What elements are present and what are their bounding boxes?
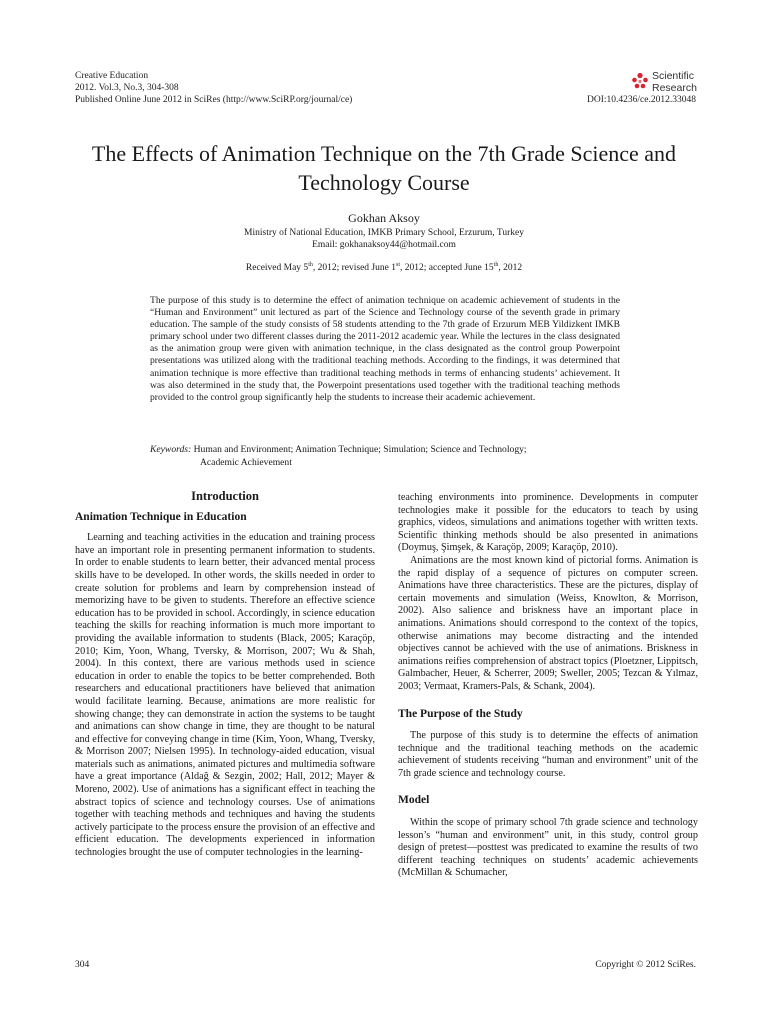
logo-text-line1: Scientific — [652, 70, 695, 82]
accepted-sup: th — [493, 262, 499, 268]
scientific-research-logo — [630, 70, 710, 96]
logo-mark-icon — [630, 72, 650, 92]
keywords — [150, 444, 620, 469]
author-affiliation: Ministry of National Education, IMKB Primary School, Erzurum, Turkey — [244, 228, 524, 238]
abstract: The purpose of this study is to determine the effect of animation technique on academic achievement of students in the “Human and Environment” unit lectured as part of the Science and Technology course of the seventh grade in primary education. The sample of the study consists of 58 students attending to the 7th grade of Erzurum MEB Yildizkent IMKB primary school under two different classes during the 2011-2012 academic year. While the lectures in the class designated as the animation group were given with animation technique, in the class designated as the control group Powerpoint presentations was utilized along with the traditional teaching methods. According to the findings, it was determined that animation technique is more effective than traditional teaching methods in terms of enhancing students’ achievement. It was also determined in the study that, the Powerpoint presentations used together with the traditional teaching methods provided to the control group significantly help the students to increase their academic achievement. — [150, 295, 620, 403]
revised-sup: st — [395, 262, 400, 268]
page-number: 304 — [75, 960, 90, 970]
model-heading: Model — [398, 794, 430, 807]
keywords-label: Keywords: — [150, 444, 192, 455]
left-column — [75, 488, 375, 860]
purpose-heading: The Purpose of the Study — [398, 707, 523, 720]
animations-paragraph: Animations are the most known kind of pictorial forms. Animation is the rapid display of a sequence of pictures on computer screen. Animations have three characteristics. These are the pictures, display of certain movements and simulation (Weiss, Knowlton, & Morrison, 2002). Also salience and briskness have an important place in animations. Animations should correspond to the context of the topics, otherwise animations may become distracting and the intended objectives cannot be achieved with the use of animations. Briskness in animations reifies comprehension of abstract topics (Ploetzner, Lippitsch, Galmbacher, Heuer, & Scherrer, 2009; Sweller, 2005; Tezcan & Yılmaz, 2003; Vermaat, Kramers-Pals, & Schank, 2004). — [398, 554, 698, 692]
received-dates — [60, 262, 708, 273]
logo-text-line2: Research — [652, 82, 697, 94]
journal-volume: 2012. Vol.3, No.3, 304-308 — [75, 83, 179, 93]
paper-title: The Effects of Animation Technique on the 7th Grade Science and Technology Course — [91, 141, 677, 195]
right-column — [398, 492, 698, 880]
model-paragraph: Within the scope of primary school 7th grade science and technology lesson’s “human and environment” unit, in this study, control group design of pretest—posttest was predicated to examine the results of two different teaching techniques on students’ academic achievements (McMillan & Schumacher, — [398, 817, 698, 879]
author-email: Email: gokhanaksoy44@hotmail.com — [312, 240, 456, 250]
intro-paragraph: Learning and teaching activities in the education and training process have an important role in presenting permanent information to students. In order to enable students to learn better, their advanced mental process skills have to be developed. In other words, the skills needed in order to create solution for problems and learn by comprehension instead of memorizing have to be given to students. Therefore an effective science education has to be provided in school. Accordingly, in science education teaching the skills for reaching information is much more important to providing the available information to students (Black, 2005; Karaçöp, 2010; Kim, Yoon, Whang, Tversky, & Morrison, 2007; Wu & Shah, 2004). In this context, there are various methods used in science education in order to enable the topics to be better comprehended. Both researchers and educational practitioners have believed that animation would facilitate learning. Because, animations are more realistic for showing change; they can demonstrate in action the systems to be taught and animations can show change in time, they are thought to be natural and effective for conveying change in time (Kim, Yoon, Whang, Tversky, & Morrison 2007; Nielsen 1995). In technology-aided education, visual materials such as animations, animated pictures and multimedia software have a great importance (Aldağ & Sezgin, 2002; Hall, 2012; Mayer & Moreno, 2002). Use of animations has a significant effect in teaching the abstract topics of science and technology courses. Use of animations together with teaching methods and techniques and having the students actively participate to the process ensure the provision of an effective and efficient education. The developments experienced in information technologies brought the use of computer technologies in the learning- — [75, 532, 375, 859]
revised-text: , 2012; revised June 1 — [312, 263, 396, 274]
received-text: Received May 5 — [245, 263, 309, 274]
keywords-line1: Human and Environment; Animation Technique; Simulation; Science and Technology; — [193, 444, 527, 455]
purpose-paragraph: The purpose of this study is to determine the effects of animation technique and the traditional teaching methods on the academic achievement of students receiving “human and environment” unit of the 7th grade science and technology course. — [398, 730, 698, 779]
accepted-text: , 2012; accepted June 15 — [400, 263, 494, 274]
continued-paragraph: teaching environments into prominence. Developments in computer technologies make it possible for the educators to teach by using graphics, videos, simulations and animations together with written texts. Scientific thinking methods should be also presented in animations (Doymuş, Şimşek, & Karaçöp, 2009; Karaçöp, 2010). — [398, 492, 698, 554]
doi: DOI:10.4236/ce.2012.33048 — [587, 95, 696, 105]
animation-technique-heading: Animation Technique in Education — [75, 510, 247, 523]
copyright: Copyright © 2012 SciRes. — [595, 960, 696, 970]
introduction-heading: Introduction — [191, 489, 259, 503]
journal-published: Published Online June 2012 in SciRes (http://www.SciRP.org/journal/ce) — [75, 95, 353, 105]
keywords-line2: Academic Achievement — [200, 456, 292, 468]
received-sup: th — [308, 262, 313, 268]
author-name: Gokhan Aksoy — [348, 211, 420, 225]
year-text: , 2012 — [498, 263, 523, 274]
journal-name: Creative Education — [75, 71, 149, 81]
journal-header — [75, 70, 352, 106]
